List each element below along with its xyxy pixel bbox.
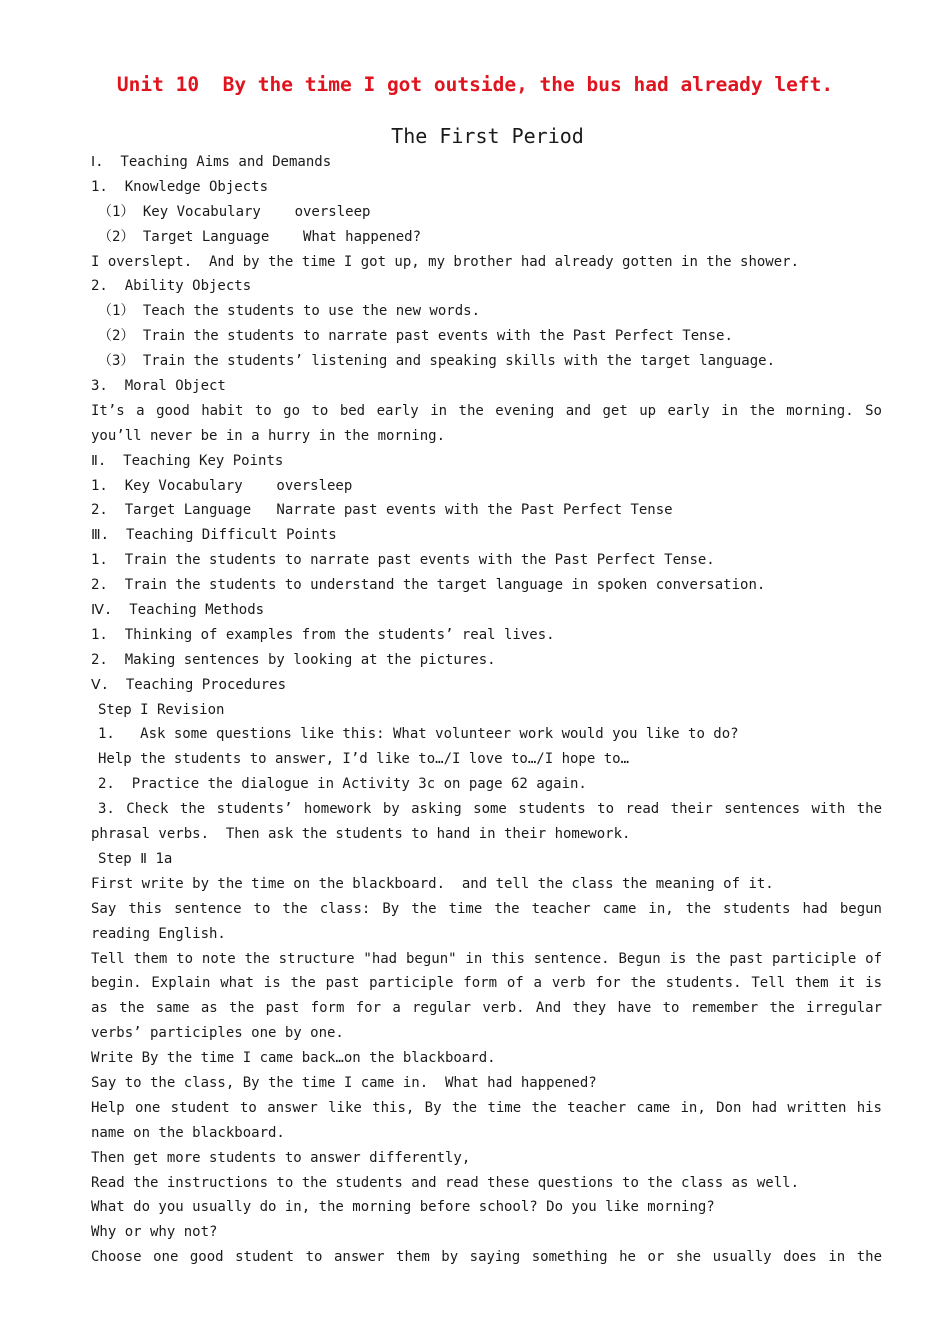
text-line: reading English. (91, 925, 226, 942)
text-line: （1） Key Vocabulary oversleep (98, 203, 371, 220)
text-line: Read the instructions to the students and read these questions to the class as well. (91, 1174, 800, 1191)
text-line: 1. Ask some questions like this: What volunteer work would you like to do? (98, 726, 739, 743)
text-line: Write By the time I came back…on the blackboard. (91, 1050, 496, 1067)
text-line: I overslept. And by the time I got up, my brother had already gotten in the shower. (91, 253, 800, 270)
text-line: Ⅱ. Teaching Key Points (91, 452, 284, 469)
text-line: First write by the time on the blackboard. and tell the class the meaning of it. (91, 875, 774, 892)
text-line: 3. Moral Object (91, 378, 226, 395)
text-line: Say this sentence to the class: By the time the teacher came in, the students had begun (91, 900, 882, 917)
text-line: Then get more students to answer differently, (91, 1149, 471, 1166)
period-subtitle: The First Period (391, 124, 584, 148)
text-line: Say to the class, By the time I came in. What had happened? (91, 1074, 597, 1091)
text-line: 2. Making sentences by looking at the pictures. (91, 651, 496, 668)
text-line: as the same as the past form for a regular verb. And they have to remember the irregular (91, 1000, 882, 1017)
text-line: It’s a good habit to go to bed early in the evening and get up early in the morning. So (91, 402, 882, 419)
text-line: 1. Knowledge Objects (91, 178, 269, 195)
text-line: （3） Train the students’ listening and speaking skills with the target language. (98, 353, 776, 370)
text-line: Ⅰ. Teaching Aims and Demands (91, 154, 332, 170)
text-line: 1. Thinking of examples from the students’ real lives. (91, 626, 555, 643)
text-line: 3. Check the students’ homework by asking some students to read their sentences with the (98, 801, 882, 818)
text-line: （2） Target Language What happened? (98, 228, 422, 245)
text-line: Step Ⅱ 1a (98, 850, 173, 867)
text-line: What do you usually do in, the morning before school? Do you like morning? (91, 1199, 715, 1216)
text-line: Ⅳ. Teaching Methods (91, 602, 265, 619)
text-line: verbs’ participles one by one. (91, 1025, 344, 1042)
text-line: Step I Revision (98, 701, 225, 718)
text-line: 2. Ability Objects (91, 278, 252, 295)
text-line: 2. Train the students to understand the target language in spoken conversation. (91, 577, 766, 594)
text-line: （1） Teach the students to use the new words. (98, 303, 481, 320)
text-line: begin. Explain what is the past participle form of a verb for the students. Tell them it is (91, 975, 882, 992)
text-line: you’ll never be in a hurry in the morning. (91, 427, 446, 444)
text-line: 1. Train the students to narrate past events with the Past Perfect Tense. (91, 552, 715, 569)
text-line: Choose one good student to answer them by saying something he or she usually does in the (91, 1249, 882, 1266)
text-line: Why or why not? (91, 1224, 218, 1241)
text-line: Tell them to note the structure "had begun" in this sentence. Begun is the past participle of (91, 950, 882, 967)
text-line: 2. Target Language Narrate past events with the Past Perfect Tense (91, 502, 673, 519)
text-line: 1. Key Vocabulary oversleep (91, 477, 353, 494)
unit-title: Unit 10 By the time I got outside, the bus had already left. (116, 73, 834, 96)
lesson-plan-body (91, 150, 882, 1270)
text-line: Ⅲ. Teaching Difficult Points (91, 527, 337, 544)
text-line: Help one student to answer like this, By the time the teacher came in, Don had written his (91, 1099, 882, 1116)
text-line: phrasal verbs. Then ask the students to hand in their homework. (91, 826, 631, 843)
text-line: name on the blackboard. (91, 1124, 285, 1141)
text-line: （2） Train the students to narrate past events with the Past Perfect Tense. (98, 328, 733, 345)
text-line: 2. Practice the dialogue in Activity 3c on page 62 again. (98, 776, 587, 793)
text-line: Ⅴ. Teaching Procedures (91, 676, 287, 693)
text-line: Help the students to answer, I’d like to…/I love to…/I hope to… (98, 751, 630, 768)
